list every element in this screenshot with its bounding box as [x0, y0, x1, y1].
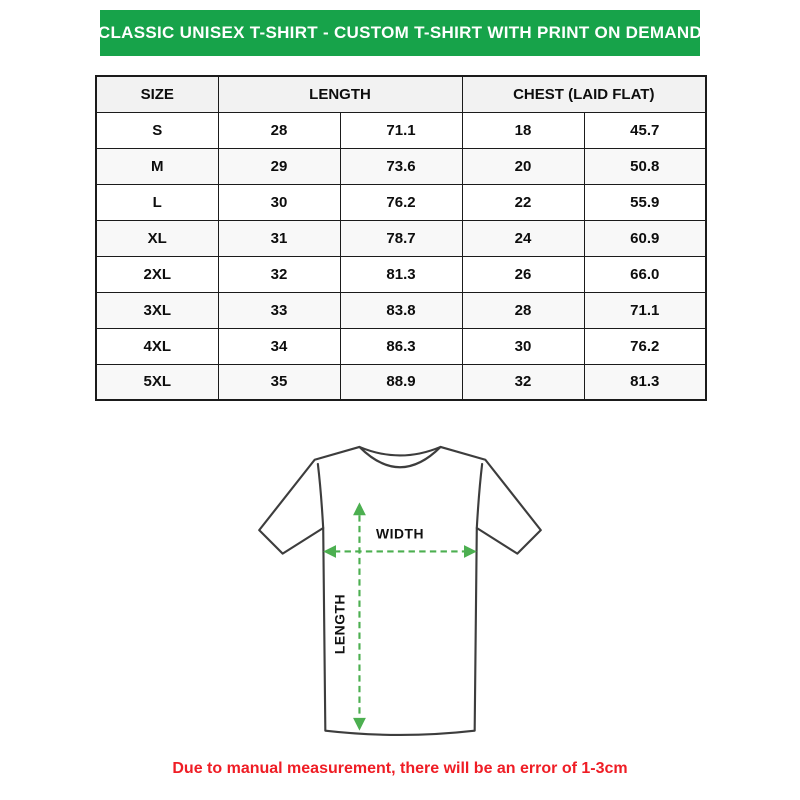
size-cell: L: [96, 184, 218, 220]
table-row: [96, 148, 706, 184]
chest-in-cell: 26: [462, 256, 584, 292]
length-cm-cell: 78.7: [340, 220, 462, 256]
table-row: [96, 364, 706, 400]
tshirt-diagram-svg: [240, 432, 560, 752]
size-cell: M: [96, 148, 218, 184]
banner: [97, 10, 703, 56]
table-row: [96, 256, 706, 292]
chest-cm-cell: 50.8: [584, 148, 706, 184]
chest-cm-cell: 45.7: [584, 112, 706, 148]
tshirt-body: [259, 447, 541, 735]
length-in-cell: 29: [218, 148, 340, 184]
length-in-cell: 34: [218, 328, 340, 364]
length-cm-cell: 86.3: [340, 328, 462, 364]
chest-in-cell: 30: [462, 328, 584, 364]
length-in-cell: 35: [218, 364, 340, 400]
tshirt-collar-line: [359, 447, 440, 456]
chest-in-cell: 20: [462, 148, 584, 184]
size-cell: XL: [96, 220, 218, 256]
table-row: [96, 112, 706, 148]
column-header-chest: CHEST (LAID FLAT): [462, 76, 706, 112]
table-row: [96, 184, 706, 220]
size-cell: S: [96, 112, 218, 148]
length-cm-cell: 88.9: [340, 364, 462, 400]
chest-cm-cell: 66.0: [584, 256, 706, 292]
length-label: LENGTH: [331, 593, 348, 655]
length-cm-cell: 81.3: [340, 256, 462, 292]
chest-in-cell: 28: [462, 292, 584, 328]
tshirt-outline: [259, 447, 541, 735]
page-title: CLASSIC UNISEX T-SHIRT - CUSTOM T-SHIRT WITH PRINT ON DEMAND: [97, 23, 703, 42]
length-in-cell: 30: [218, 184, 340, 220]
chest-in-cell: 18: [462, 112, 584, 148]
size-cell: 3XL: [96, 292, 218, 328]
length-in-cell: 32: [218, 256, 340, 292]
column-header-length: LENGTH: [218, 76, 462, 112]
footnote: Due to manual measurement, there will be an error of 1-3cm: [172, 760, 628, 777]
table-header-row: [96, 76, 706, 112]
size-chart-table: [95, 75, 707, 401]
chest-in-cell: 32: [462, 364, 584, 400]
chest-in-cell: 24: [462, 220, 584, 256]
length-cm-cell: 83.8: [340, 292, 462, 328]
chest-cm-cell: 76.2: [584, 328, 706, 364]
chest-cm-cell: 71.1: [584, 292, 706, 328]
width-label: WIDTH: [375, 525, 425, 542]
length-in-cell: 28: [218, 112, 340, 148]
chest-cm-cell: 60.9: [584, 220, 706, 256]
length-in-cell: 31: [218, 220, 340, 256]
size-cell: 2XL: [96, 256, 218, 292]
length-cm-cell: 76.2: [340, 184, 462, 220]
length-cm-cell: 71.1: [340, 112, 462, 148]
table-row: [96, 220, 706, 256]
table-row: [96, 292, 706, 328]
chest-cm-cell: 55.9: [584, 184, 706, 220]
chest-in-cell: 22: [462, 184, 584, 220]
size-cell: 4XL: [96, 328, 218, 364]
chest-cm-cell: 81.3: [584, 364, 706, 400]
tshirt-measurement-diagram: [240, 432, 560, 752]
table-row: [96, 328, 706, 364]
column-header-size: SIZE: [96, 76, 218, 112]
length-in-cell: 33: [218, 292, 340, 328]
length-cm-cell: 73.6: [340, 148, 462, 184]
size-cell: 5XL: [96, 364, 218, 400]
